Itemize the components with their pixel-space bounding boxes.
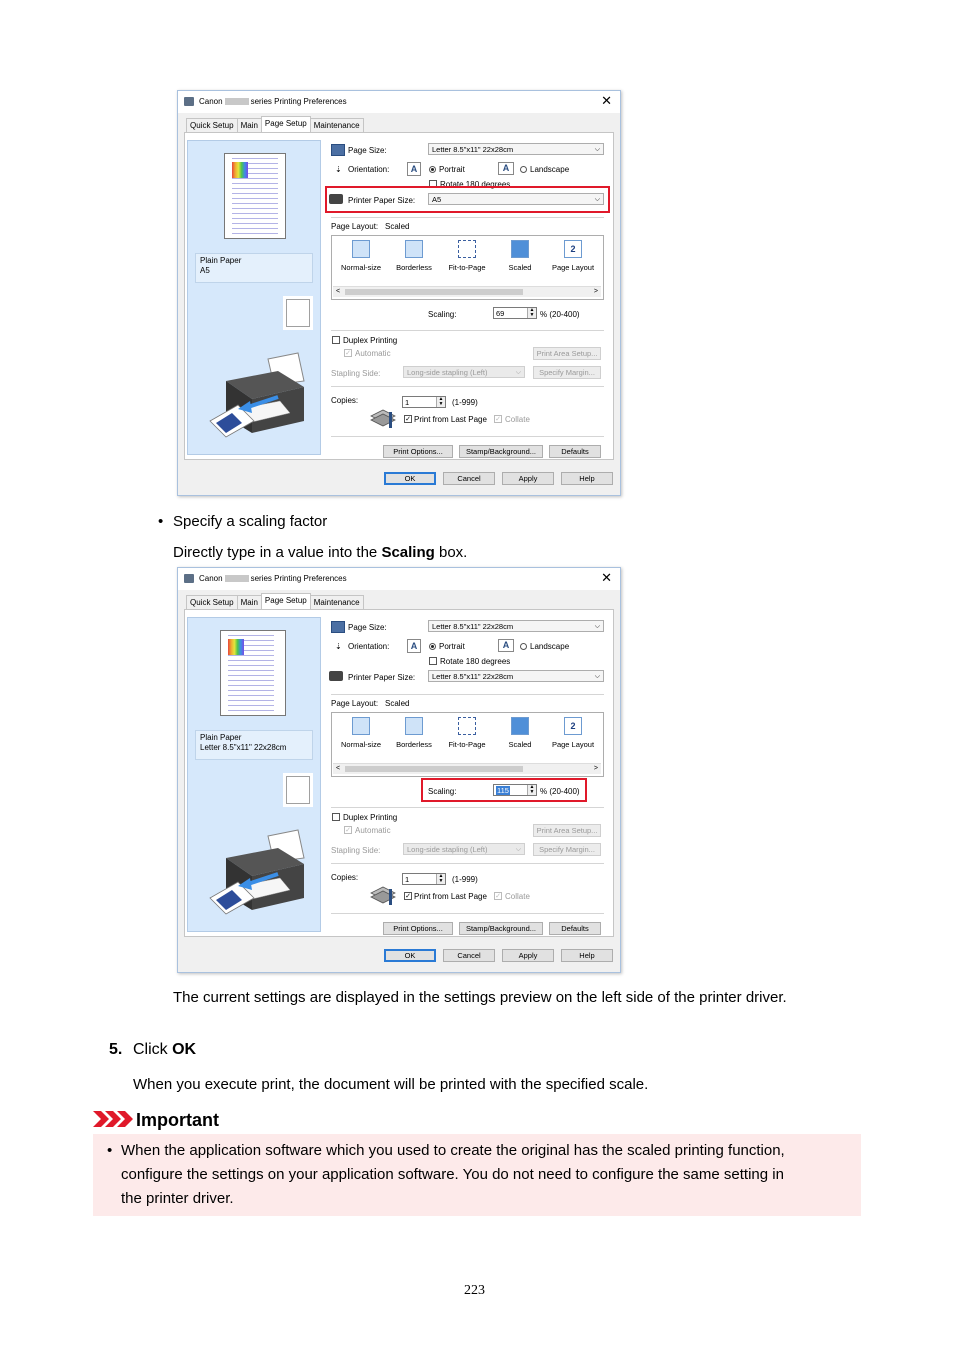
specify-margin-button[interactable]: Specify Margin... (533, 366, 601, 379)
page-size-label: Page Size: (348, 146, 387, 155)
step-number: 5. (109, 1041, 123, 1058)
separator (331, 436, 604, 437)
preview-paper-icon (286, 776, 310, 804)
duplex-label: Duplex Printing (343, 336, 398, 345)
stamp-background-button[interactable]: Stamp/Background... (459, 445, 543, 458)
portrait-label: Portrait (439, 165, 465, 174)
print-last-page-checkbox[interactable]: ✓ (405, 416, 411, 423)
separator (331, 217, 604, 218)
portrait-icon: A (407, 162, 421, 176)
portrait-radio[interactable] (429, 166, 436, 173)
help-button[interactable]: Help (561, 949, 613, 962)
title-bar (178, 568, 620, 590)
defaults-button[interactable]: Defaults (549, 445, 601, 458)
normal-size-icon (352, 240, 370, 258)
layout-borderless[interactable]: Borderless (389, 717, 439, 750)
printer-paper-size-select[interactable]: Letter 8.5"x11" 22x28cm ⌵ (428, 670, 604, 682)
layout-page-layout[interactable]: 2 Page Layout (548, 717, 598, 750)
duplex-label: Duplex Printing (343, 813, 398, 822)
bullet-text: Specify a scaling factor (173, 513, 328, 530)
printer-paper-size-select[interactable]: A5 ⌵ (428, 193, 604, 205)
automatic-checkbox[interactable]: ✓ (345, 350, 351, 357)
layout-scrollbar[interactable]: < > (333, 763, 601, 774)
copies-label: Copies: (331, 873, 359, 882)
separator (331, 386, 604, 387)
layout-page-layout[interactable]: 2 Page Layout (548, 240, 598, 273)
printer-paper-size-highlight (325, 186, 610, 213)
duplex-checkbox[interactable] (332, 336, 340, 344)
stamp-background-button[interactable]: Stamp/Background... (459, 922, 543, 935)
ok-button[interactable]: OK (384, 472, 436, 485)
scaled-icon (511, 240, 529, 258)
page-size-icon (331, 621, 345, 633)
automatic-label: Automatic (355, 826, 391, 835)
redacted-model (225, 575, 249, 582)
fit-to-page-icon (458, 717, 476, 735)
title-bar (178, 91, 620, 113)
printing-preferences-dialog-1 (177, 90, 621, 496)
tab-page-setup[interactable]: Page Setup (261, 593, 311, 609)
scaling-range: % (20-400) (540, 310, 580, 319)
separator (331, 913, 604, 914)
rotate-checkbox[interactable] (429, 657, 437, 665)
collate-checkbox[interactable]: ✓ (495, 893, 501, 900)
layout-normal-size[interactable]: Normal-size (336, 240, 386, 273)
layout-fit-to-page[interactable]: Fit-to-Page (442, 717, 492, 750)
print-options-button[interactable]: Print Options... (383, 922, 453, 935)
landscape-label: Landscape (530, 165, 570, 174)
separator (331, 863, 604, 864)
page-size-icon (331, 144, 345, 156)
landscape-radio[interactable] (520, 166, 527, 173)
cancel-button[interactable]: Cancel (443, 949, 495, 962)
copies-label: Copies: (331, 396, 359, 405)
copies-input[interactable]: 1 ▲ ▼ (402, 396, 446, 408)
tab-quick-setup[interactable]: Quick Setup (186, 595, 238, 609)
page-size-select[interactable]: Letter 8.5"x11" 22x28cm ⌵ (428, 143, 604, 155)
orientation-arrow-icon: ⇣ (335, 165, 342, 174)
print-last-page-label: Print from Last Page (414, 415, 487, 424)
current-settings-note: The current settings are displayed in the settings preview on the left side of the printer driver. (173, 989, 787, 1006)
apply-button[interactable]: Apply (502, 472, 554, 485)
portrait-label: Portrait (439, 642, 465, 651)
cancel-button[interactable]: Cancel (443, 472, 495, 485)
page-layout-icon: 2 (564, 717, 582, 735)
stapling-side-label: Stapling Side: (331, 846, 381, 855)
fit-to-page-icon (458, 240, 476, 258)
portrait-radio[interactable] (429, 643, 436, 650)
automatic-checkbox[interactable]: ✓ (345, 827, 351, 834)
preview-page (224, 153, 286, 239)
stapling-side-select[interactable]: Long-side stapling (Left) ⌵ (403, 366, 525, 378)
preview-image (232, 162, 248, 178)
automatic-label: Automatic (355, 349, 391, 358)
specify-margin-button[interactable]: Specify Margin... (533, 843, 601, 856)
apply-button[interactable]: Apply (502, 949, 554, 962)
duplex-checkbox[interactable] (332, 813, 340, 821)
orientation-arrow-icon: ⇣ (335, 642, 342, 651)
page-layout-list (331, 712, 604, 777)
page-layout-label: Page Layout: (331, 699, 379, 708)
landscape-radio[interactable] (520, 643, 527, 650)
rotate-label: Rotate 180 degrees (440, 657, 511, 666)
scaling-input[interactable]: 69 ▲ ▼ (493, 307, 537, 319)
settings-preview (187, 140, 321, 455)
page-layout-value: Scaled (385, 699, 410, 708)
collate-checkbox[interactable]: ✓ (495, 416, 501, 423)
tab-page-setup[interactable]: Page Setup (261, 116, 311, 132)
copies-range: (1-999) (452, 875, 478, 884)
print-last-page-checkbox[interactable]: ✓ (405, 893, 411, 900)
important-arrow-icon (93, 1111, 133, 1127)
step-heading: Click OK (133, 1041, 197, 1058)
settings-preview (187, 617, 321, 932)
layout-scaled[interactable]: Scaled (495, 240, 545, 273)
orientation-label: Orientation: (348, 165, 390, 174)
printer-illustration-icon (208, 828, 308, 918)
help-button[interactable]: Help (561, 472, 613, 485)
borderless-icon (405, 717, 423, 735)
scaling-range: % (20-400) (540, 787, 580, 796)
separator (331, 694, 604, 695)
important-line-3: the printer driver. (121, 1190, 234, 1207)
separator (331, 807, 604, 808)
important-box (93, 1134, 861, 1216)
printer-icon (184, 574, 194, 583)
landscape-icon: A (498, 162, 514, 175)
important-line-1: When the application software which you used to create the original has the scaled printing function, (121, 1142, 785, 1159)
printer-icon (184, 97, 194, 106)
direct-instruction: Directly type in a value into the Scaling box. (173, 544, 468, 561)
printing-preferences-dialog-2 (177, 567, 621, 973)
tab-bar (186, 595, 363, 609)
tab-quick-setup[interactable]: Quick Setup (186, 118, 238, 132)
page-size-select[interactable]: Letter 8.5"x11" 22x28cm ⌵ (428, 620, 604, 632)
normal-size-icon (352, 717, 370, 735)
scaling-input[interactable]: 115 ▲ ▼ (493, 784, 537, 796)
tab-maintenance[interactable]: Maintenance (310, 595, 364, 609)
ok-button[interactable]: OK (384, 949, 436, 962)
defaults-button[interactable]: Defaults (549, 922, 601, 935)
dialog-title: Canon series Printing Preferences (199, 97, 347, 106)
collate-label: Collate (505, 892, 530, 901)
rotate-label: Rotate 180 degrees (440, 180, 511, 189)
scaling-label: Scaling: (428, 787, 457, 796)
portrait-icon: A (407, 639, 421, 653)
separator (331, 330, 604, 331)
layout-normal-size[interactable]: Normal-size (336, 717, 386, 750)
scaling-highlight (421, 778, 587, 802)
page-layout-value: Scaled (385, 222, 410, 231)
borderless-icon (405, 240, 423, 258)
page-layout-label: Page Layout: (331, 222, 379, 231)
layout-fit-to-page[interactable]: Fit-to-Page (442, 240, 492, 273)
print-area-setup-button[interactable]: Print Area Setup... (533, 347, 601, 360)
layout-scaled[interactable]: Scaled (495, 717, 545, 750)
layout-scrollbar[interactable]: < > (333, 286, 601, 297)
printer-paper-size-label: Printer Paper Size: (348, 196, 416, 205)
page-layout-list (331, 235, 604, 300)
important-title: Important (136, 1110, 219, 1130)
landscape-label: Landscape (530, 642, 570, 651)
copies-icon (369, 881, 397, 907)
tab-maintenance[interactable]: Maintenance (310, 118, 364, 132)
layout-borderless[interactable]: Borderless (389, 240, 439, 273)
preview-media-info: Plain Paper A5 (195, 253, 313, 283)
print-area-setup-button[interactable]: Print Area Setup... (533, 824, 601, 837)
step-description: When you execute print, the document will be printed with the specified scale. (133, 1076, 649, 1093)
printer-paper-size-icon (329, 671, 343, 681)
close-icon[interactable]: ✕ (601, 570, 612, 585)
orientation-label: Orientation: (348, 642, 390, 651)
tab-main[interactable]: Main (237, 118, 262, 132)
copies-range: (1-999) (452, 398, 478, 407)
tab-bar (186, 118, 363, 132)
stapling-side-select[interactable]: Long-side stapling (Left) ⌵ (403, 843, 525, 855)
page-layout-icon: 2 (564, 240, 582, 258)
important-line-2: configure the settings on your application software. You do not need to configure the same setting in (121, 1166, 784, 1183)
dialog-title: Canon series Printing Preferences (199, 574, 347, 583)
scaling-label: Scaling: (428, 310, 457, 319)
collate-label: Collate (505, 415, 530, 424)
redacted-model (225, 98, 249, 105)
printer-paper-size-label: Printer Paper Size: (348, 673, 416, 682)
scaled-icon (511, 717, 529, 735)
tab-main[interactable]: Main (237, 595, 262, 609)
copies-icon (369, 404, 397, 430)
landscape-icon: A (498, 639, 514, 652)
important-bullet: • (107, 1142, 113, 1159)
close-icon[interactable]: ✕ (601, 93, 612, 108)
print-last-page-label: Print from Last Page (414, 892, 487, 901)
stapling-side-label: Stapling Side: (331, 369, 381, 378)
preview-page (220, 630, 286, 716)
printer-illustration-icon (208, 351, 308, 441)
page-size-label: Page Size: (348, 623, 387, 632)
print-options-button[interactable]: Print Options... (383, 445, 453, 458)
preview-image (228, 639, 244, 655)
preview-paper-icon (286, 299, 310, 327)
bullet-marker: • (158, 513, 164, 530)
preview-media-info: Plain Paper Letter 8.5"x11" 22x28cm (195, 730, 313, 760)
page-number: 223 (464, 1283, 485, 1298)
copies-input[interactable]: 1 ▲ ▼ (402, 873, 446, 885)
